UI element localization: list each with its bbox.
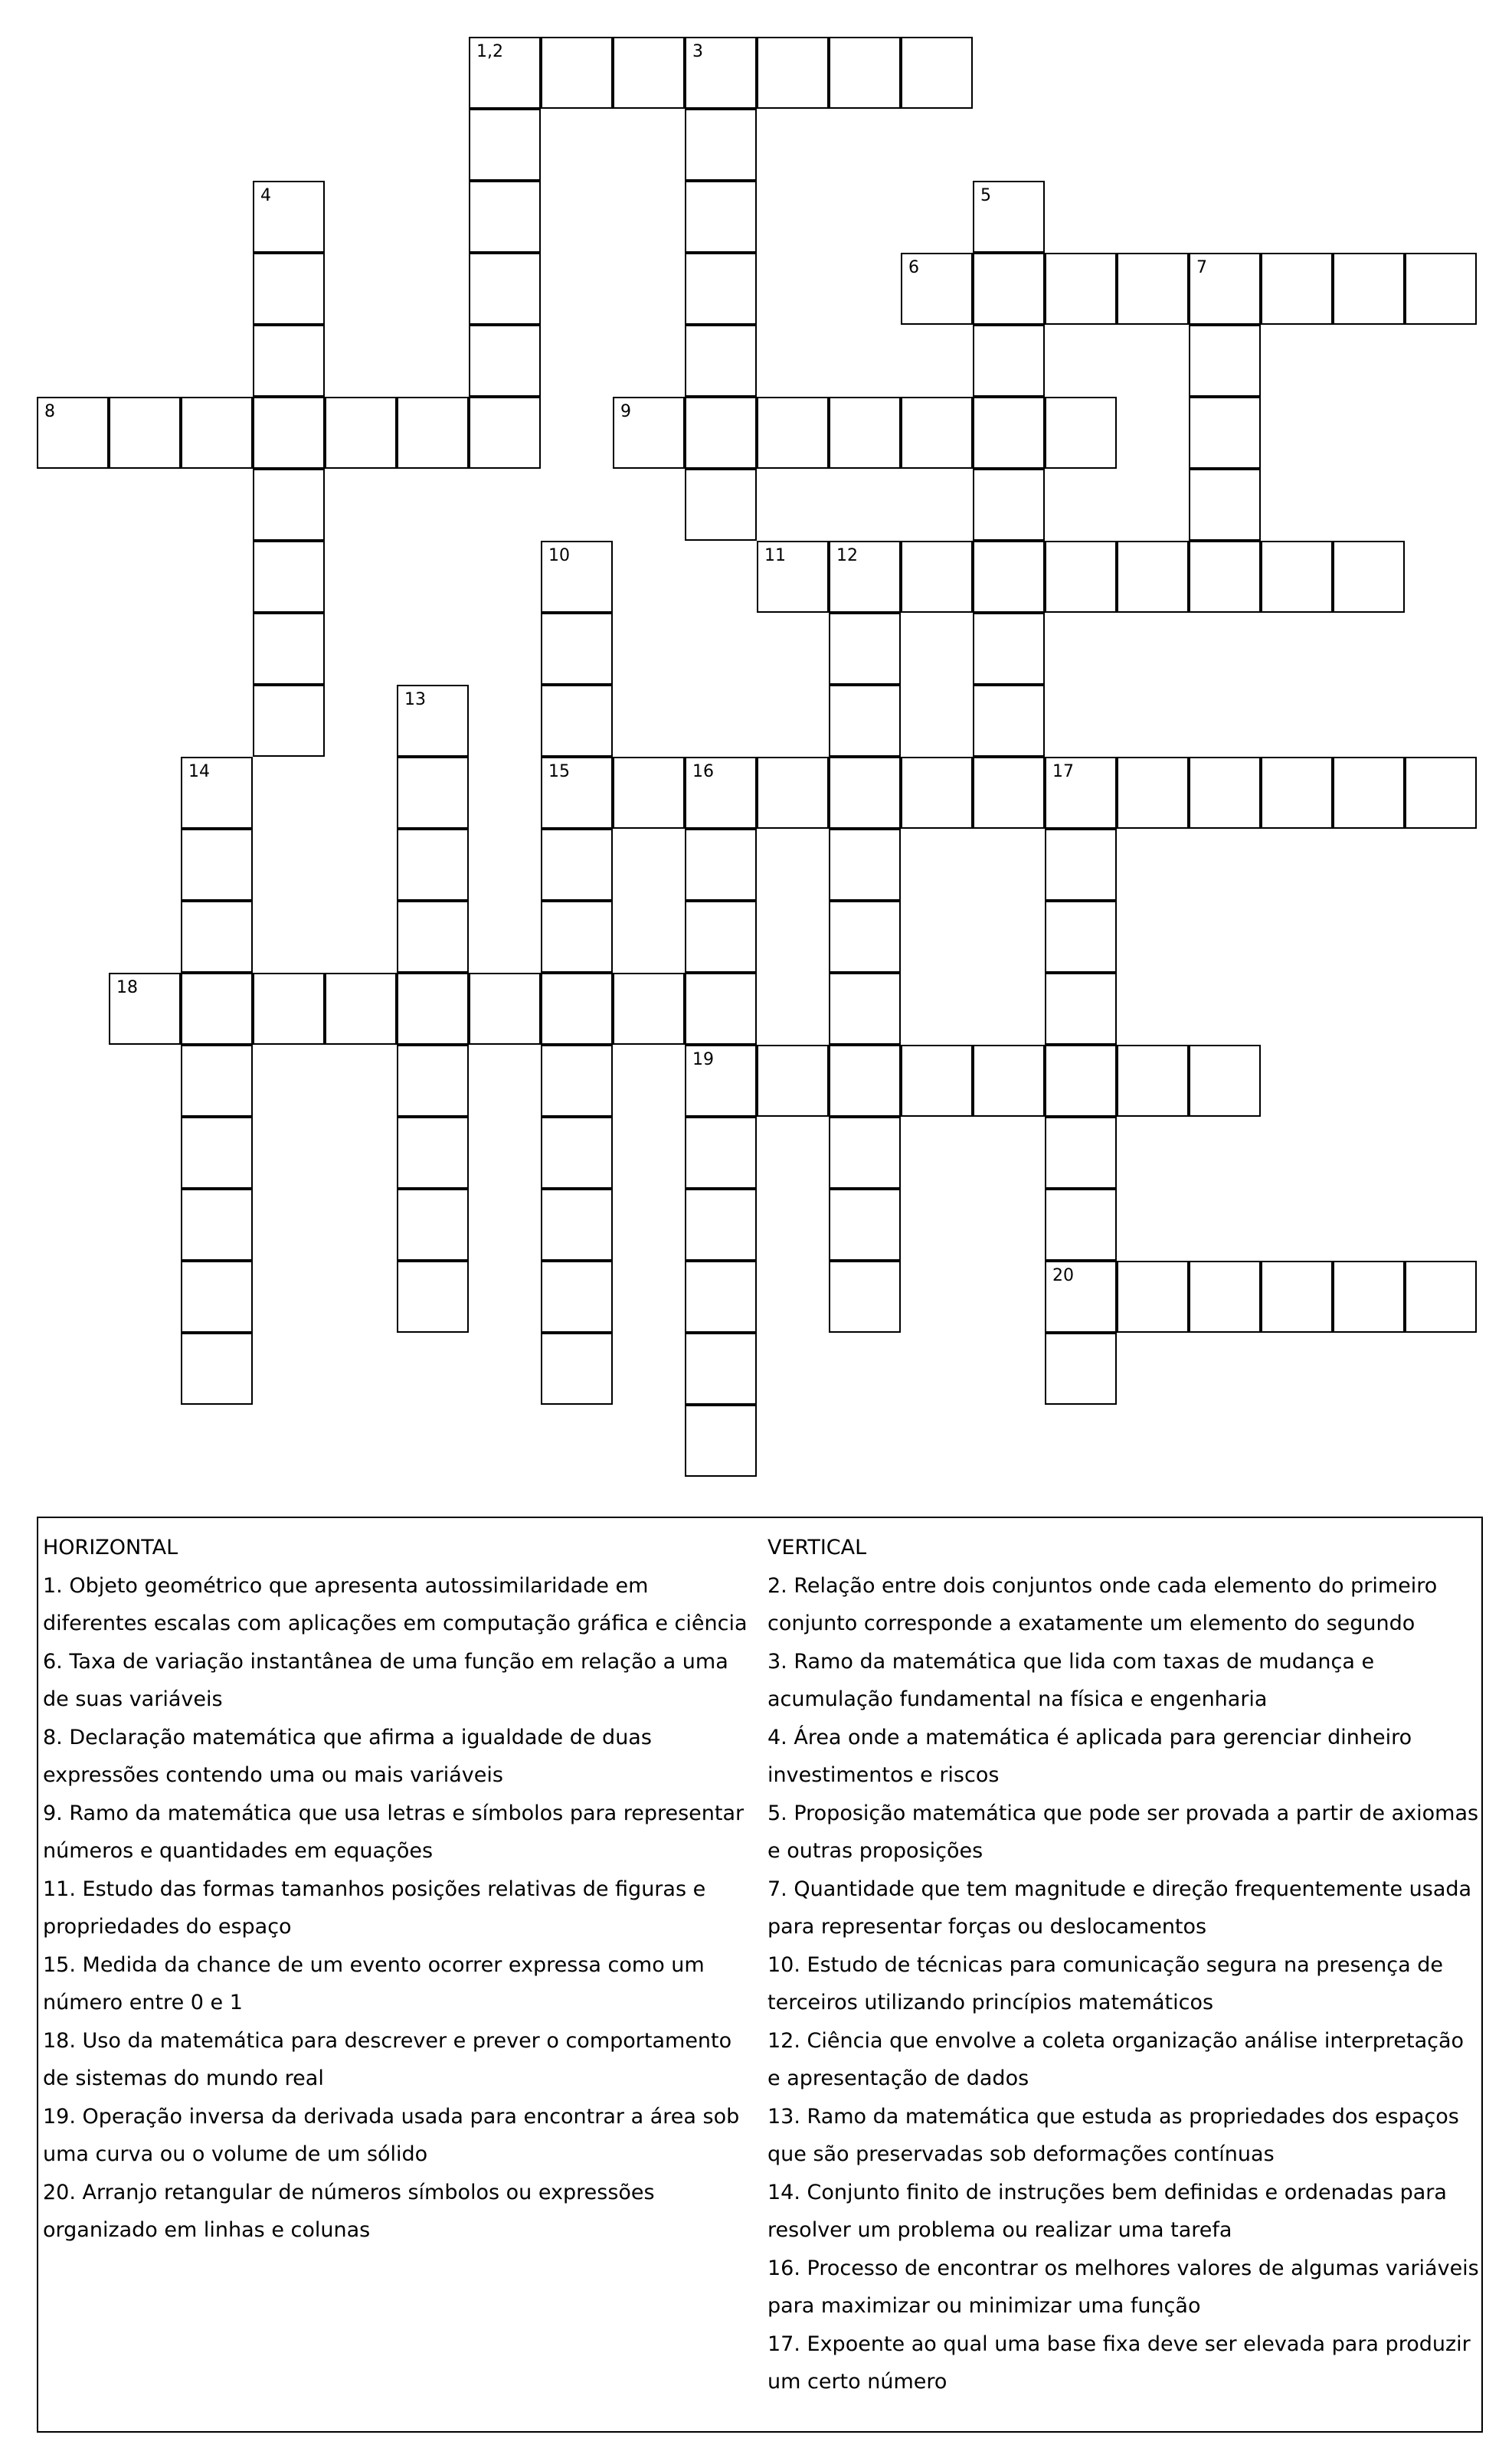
crossword-cell[interactable] — [541, 541, 613, 613]
crossword-cell[interactable] — [685, 901, 757, 973]
crossword-cell[interactable] — [181, 1189, 253, 1261]
crossword-cell[interactable] — [541, 1333, 613, 1405]
across-clue: 19. Operação inversa da derivada usada para encontrar a área sob uma curva ou o volume de um sólido — [43, 2104, 740, 2166]
crossword-cell[interactable] — [397, 973, 469, 1045]
crossword-cell[interactable] — [685, 973, 757, 1045]
down-clue: 10. Estudo de técnicas para comunicação segura na presença de terceiros utilizando princípios matemáticos — [767, 1952, 1443, 2014]
down-clues-column — [767, 1529, 1480, 2401]
crossword-cell[interactable] — [397, 685, 469, 757]
crossword-cell[interactable] — [397, 829, 469, 901]
crossword-cell[interactable] — [1045, 253, 1117, 325]
crossword-cell[interactable] — [973, 325, 1045, 397]
crossword-cell[interactable] — [541, 1045, 613, 1117]
down-clue: 12. Ciência que envolve a coleta organização análise interpretação e apresentação de dados — [767, 2028, 1465, 2090]
crossword-cell[interactable] — [181, 1333, 253, 1405]
crossword-cell[interactable] — [757, 397, 829, 469]
crossword-cell[interactable] — [1045, 973, 1117, 1045]
crossword-cell[interactable] — [397, 397, 469, 469]
clue-number: 16 — [692, 762, 714, 781]
clue-number: 11 — [764, 546, 786, 565]
crossword-cell[interactable] — [685, 1333, 757, 1405]
crossword-cell[interactable] — [541, 613, 613, 685]
crossword-cell[interactable] — [1261, 757, 1333, 829]
down-clues-title: VERTICAL — [767, 1536, 867, 1559]
crossword-cell[interactable] — [181, 901, 253, 973]
clue-number: 19 — [692, 1050, 714, 1069]
crossword-cell[interactable] — [325, 397, 397, 469]
crossword-cell[interactable] — [181, 1261, 253, 1333]
across-clue: 11. Estudo das formas tamanhos posições relativas de figuras e propriedades do espaço — [43, 1877, 706, 1939]
crossword-cell[interactable] — [757, 37, 829, 109]
crossword-cell[interactable] — [469, 325, 541, 397]
crossword-cell[interactable] — [685, 1045, 757, 1117]
crossword-cell[interactable] — [685, 1405, 757, 1477]
crossword-cell[interactable] — [685, 109, 757, 181]
crossword-cell[interactable] — [973, 685, 1045, 757]
clue-number: 9 — [620, 402, 631, 421]
clues-panel — [37, 1517, 1483, 2433]
clue-number: 6 — [908, 258, 919, 277]
crossword-cell[interactable] — [541, 1117, 613, 1189]
crossword-cell[interactable] — [685, 1189, 757, 1261]
crossword-cell[interactable] — [829, 685, 901, 757]
crossword-cell[interactable] — [1333, 253, 1405, 325]
clue-number: 8 — [44, 402, 55, 421]
crossword-cell[interactable] — [829, 613, 901, 685]
crossword-cell[interactable] — [181, 397, 253, 469]
crossword-cell[interactable] — [469, 253, 541, 325]
crossword-cell[interactable] — [1045, 1045, 1117, 1117]
crossword-cell[interactable] — [829, 1189, 901, 1261]
clue-number: 12 — [836, 546, 858, 565]
crossword-cell[interactable] — [829, 37, 901, 109]
crossword-cell[interactable] — [829, 1117, 901, 1189]
crossword-cell[interactable] — [1261, 253, 1333, 325]
crossword-cell[interactable] — [253, 613, 325, 685]
across-clues-title: HORIZONTAL — [43, 1536, 178, 1559]
crossword-cell[interactable] — [1045, 1333, 1117, 1405]
down-clue: 14. Conjunto finito de instruções bem definidas e ordenadas para resolver um problema ou realizar uma tarefa — [767, 2180, 1447, 2242]
crossword-cell[interactable] — [829, 541, 901, 613]
crossword-cell[interactable] — [1117, 253, 1189, 325]
crossword-cell[interactable] — [181, 829, 253, 901]
crossword-cell[interactable] — [541, 829, 613, 901]
crossword-cell[interactable] — [613, 757, 685, 829]
crossword-cell[interactable] — [397, 1189, 469, 1261]
crossword-cell[interactable] — [1117, 541, 1189, 613]
crossword-cell[interactable] — [901, 397, 973, 469]
crossword-cell[interactable] — [541, 757, 613, 829]
clue-number: 3 — [692, 42, 703, 61]
across-clue: 15. Medida da chance de um evento ocorrer expressa como um número entre 0 e 1 — [43, 1952, 705, 2014]
crossword-cell[interactable] — [1045, 541, 1117, 613]
crossword-cell[interactable] — [757, 1045, 829, 1117]
crossword-cell[interactable] — [757, 757, 829, 829]
crossword-cell[interactable] — [397, 757, 469, 829]
crossword-cell[interactable] — [397, 1261, 469, 1333]
crossword-cell[interactable] — [325, 973, 397, 1045]
crossword-cell[interactable] — [397, 1117, 469, 1189]
crossword-cell[interactable] — [541, 1261, 613, 1333]
crossword-cell[interactable] — [1189, 757, 1261, 829]
crossword-cell[interactable] — [973, 757, 1045, 829]
crossword-cell[interactable] — [181, 757, 253, 829]
clue-number: 14 — [188, 762, 210, 781]
crossword-cell[interactable] — [901, 253, 973, 325]
crossword-cell[interactable] — [253, 397, 325, 469]
crossword-cell[interactable] — [1045, 1117, 1117, 1189]
crossword-cell[interactable] — [1261, 541, 1333, 613]
crossword-cell[interactable] — [469, 37, 541, 109]
crossword-cell[interactable] — [829, 1045, 901, 1117]
across-clue: 18. Uso da matemática para descrever e prever o comportamento de sistemas do mundo real — [43, 2028, 732, 2090]
crossword-cell[interactable] — [253, 325, 325, 397]
crossword-cell[interactable] — [181, 1117, 253, 1189]
crossword-cell[interactable] — [1117, 1261, 1189, 1333]
crossword-cell[interactable] — [253, 685, 325, 757]
crossword-cell[interactable] — [1189, 253, 1261, 325]
crossword-cell[interactable] — [613, 397, 685, 469]
crossword-cell[interactable] — [685, 1117, 757, 1189]
crossword-cell[interactable] — [541, 1189, 613, 1261]
down-clue: 4. Área onde a matemática é aplicada para gerenciar dinheiro investimentos e riscos — [767, 1725, 1412, 1787]
crossword-cell[interactable] — [397, 1045, 469, 1117]
down-clue: 2. Relação entre dois conjuntos onde cada elemento do primeiro conjunto corresponde a exatamente um elemento do segundo — [767, 1573, 1438, 1635]
crossword-cell[interactable] — [685, 37, 757, 109]
clue-number: 4 — [260, 186, 271, 205]
crossword-cell[interactable] — [469, 973, 541, 1045]
crossword-cell[interactable] — [973, 397, 1045, 469]
crossword-cell[interactable] — [1045, 829, 1117, 901]
crossword-cell[interactable] — [181, 973, 253, 1045]
crossword-cell[interactable] — [1405, 1261, 1477, 1333]
crossword-cell[interactable] — [685, 397, 757, 469]
crossword-cell[interactable] — [685, 757, 757, 829]
crossword-cell[interactable] — [685, 829, 757, 901]
crossword-cell[interactable] — [1045, 901, 1117, 973]
crossword-cell[interactable] — [1045, 1189, 1117, 1261]
down-clue: 17. Expoente ao qual uma base fixa deve ser elevada para produzir um certo número — [767, 2332, 1471, 2394]
crossword-cell[interactable] — [1045, 757, 1117, 829]
across-clues-column — [43, 1529, 755, 2250]
crossword-cell[interactable] — [541, 37, 613, 109]
crossword-cell[interactable] — [109, 397, 181, 469]
across-clue: 1. Objeto geométrico que apresenta autossimilaridade em diferentes escalas com aplicações em computação gráfica e ciência — [43, 1573, 748, 1635]
crossword-cell[interactable] — [685, 253, 757, 325]
crossword-cell[interactable] — [541, 901, 613, 973]
crossword-cell[interactable] — [973, 469, 1045, 541]
crossword-cell[interactable] — [1117, 757, 1189, 829]
clue-number: 7 — [1196, 258, 1207, 277]
crossword-cell[interactable] — [1261, 1261, 1333, 1333]
crossword-cell[interactable] — [901, 1045, 973, 1117]
crossword-cell[interactable] — [685, 1261, 757, 1333]
clue-number: 10 — [548, 546, 570, 565]
down-clue: 16. Processo de encontrar os melhores valores de algumas variáveis para maximizar ou minimizar uma função — [767, 2256, 1479, 2318]
crossword-cell[interactable] — [469, 397, 541, 469]
across-clue: 6. Taxa de variação instantânea de uma função em relação a uma de suas variáveis — [43, 1649, 728, 1711]
crossword-cell[interactable] — [973, 253, 1045, 325]
crossword-cell[interactable] — [469, 181, 541, 253]
crossword-cell[interactable] — [1333, 1261, 1405, 1333]
crossword-cell[interactable] — [973, 541, 1045, 613]
clue-number: 5 — [980, 186, 991, 205]
crossword-cell[interactable] — [1189, 541, 1261, 613]
crossword-cell[interactable] — [613, 37, 685, 109]
crossword-cell[interactable] — [973, 181, 1045, 253]
crossword-cell[interactable] — [1405, 253, 1477, 325]
crossword-cell[interactable] — [685, 325, 757, 397]
crossword-cell[interactable] — [685, 181, 757, 253]
crossword-cell[interactable] — [541, 973, 613, 1045]
crossword-cell[interactable] — [1117, 1045, 1189, 1117]
crossword-cell[interactable] — [685, 469, 757, 541]
across-clue: 20. Arranjo retangular de números símbolos ou expressões organizado em linhas e colunas — [43, 2180, 655, 2242]
crossword-cell[interactable] — [901, 757, 973, 829]
crossword-cell[interactable] — [1189, 1045, 1261, 1117]
crossword-cell[interactable] — [253, 181, 325, 253]
crossword-cell[interactable] — [1333, 541, 1405, 613]
clue-number: 17 — [1052, 762, 1074, 781]
crossword-cell[interactable] — [1045, 397, 1117, 469]
across-clue: 9. Ramo da matemática que usa letras e símbolos para representar números e quantidades em equações — [43, 1801, 745, 1863]
crossword-cell[interactable] — [829, 829, 901, 901]
clue-number: 15 — [548, 762, 570, 781]
clue-number: 18 — [116, 978, 138, 997]
crossword-cell[interactable] — [541, 685, 613, 757]
down-clue: 13. Ramo da matemática que estuda as propriedades dos espaços que são preservadas sob deformações contínuas — [767, 2104, 1459, 2166]
crossword-cell[interactable] — [973, 1045, 1045, 1117]
down-clue: 5. Proposição matemática que pode ser provada a partir de axiomas e outras proposições — [767, 1801, 1479, 1863]
crossword-cell[interactable] — [901, 541, 973, 613]
down-clue: 3. Ramo da matemática que lida com taxas de mudança e acumulação fundamental na física e engenharia — [767, 1649, 1375, 1711]
crossword-cell[interactable] — [109, 973, 181, 1045]
crossword-cell[interactable] — [181, 1045, 253, 1117]
crossword-cell[interactable] — [1189, 1261, 1261, 1333]
crossword-cell[interactable] — [397, 901, 469, 973]
crossword-cell[interactable] — [253, 973, 325, 1045]
crossword-cell[interactable] — [253, 253, 325, 325]
crossword-cell[interactable] — [1045, 1261, 1117, 1333]
down-clue-list — [767, 1567, 1480, 2401]
crossword-cell[interactable] — [613, 973, 685, 1045]
clue-number: 13 — [404, 690, 426, 709]
crossword-cell[interactable] — [1189, 469, 1261, 541]
crossword-cell[interactable] — [253, 541, 325, 613]
crossword-cell[interactable] — [1189, 325, 1261, 397]
across-clue-list — [43, 1567, 755, 2250]
down-clue: 7. Quantidade que tem magnitude e direção frequentemente usada para representar forças ou deslocamentos — [767, 1877, 1472, 1939]
crossword-cell[interactable] — [829, 757, 901, 829]
crossword-cell[interactable] — [829, 901, 901, 973]
across-clue: 8. Declaração matemática que afirma a igualdade de duas expressões contendo uma ou mais variáveis — [43, 1725, 652, 1787]
crossword-cell[interactable] — [253, 469, 325, 541]
crossword-cell[interactable] — [37, 397, 109, 469]
crossword-cell[interactable] — [1189, 397, 1261, 469]
crossword-cell[interactable] — [829, 1261, 901, 1333]
crossword-cell[interactable] — [1333, 757, 1405, 829]
crossword-cell[interactable] — [829, 973, 901, 1045]
crossword-cell[interactable] — [1405, 757, 1477, 829]
crossword-cell[interactable] — [757, 541, 829, 613]
crossword-cell[interactable] — [901, 37, 973, 109]
crossword-cell[interactable] — [829, 397, 901, 469]
clue-number: 20 — [1052, 1266, 1074, 1285]
crossword-cell[interactable] — [469, 109, 541, 181]
crossword-cell[interactable] — [973, 613, 1045, 685]
clue-number: 1,2 — [476, 42, 503, 61]
